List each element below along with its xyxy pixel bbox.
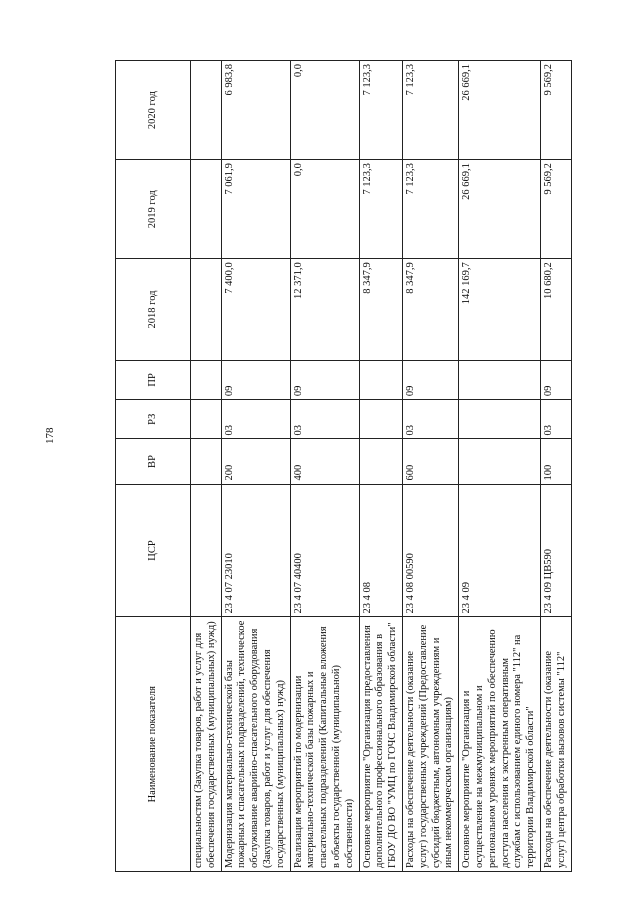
cell-2018: 12 371,0 <box>290 259 359 360</box>
table-row <box>459 61 541 872</box>
cell-2020: 9 569,2 <box>540 61 571 160</box>
cell-rz <box>359 400 402 439</box>
cell-rz: 03 <box>290 400 359 439</box>
table-row <box>191 61 222 872</box>
cell-pr: 09 <box>540 360 571 399</box>
cell-csr: 23 4 07 23010 <box>221 484 290 617</box>
header-rz: РЗ <box>116 400 191 439</box>
header-2019: 2019 год <box>116 160 191 259</box>
header-2020: 2020 год <box>116 61 191 160</box>
budget-table <box>115 60 572 872</box>
cell-pr: 09 <box>402 360 458 399</box>
table-row <box>402 61 458 872</box>
header-csr: ЦСР <box>116 484 191 617</box>
cell-csr: 23 4 09 <box>459 484 541 617</box>
cell-name: специальностям (Закупка товаров, работ и услуг для обеспечения государственных (муниципальных) нужд) <box>191 617 222 872</box>
cell-2018: 10 680,2 <box>540 259 571 360</box>
cell-name: Расходы на обеспечение деятельности (оказание услуг) центра обработки вызовов системы "112" <box>540 617 571 872</box>
table-row <box>221 61 290 872</box>
header-pr: ПР <box>116 360 191 399</box>
header-vr: ВР <box>116 439 191 484</box>
cell-2019: 9 569,2 <box>540 160 571 259</box>
cell-name: Модернизация материально-технической базы пожарных и спасательных подразделений, техническое обслуживание аварийно-спасательного оборудования (Закупка товаров, работ и услуг для обеспечения государственных (муниципальных) нужд) <box>221 617 290 872</box>
cell-name: Основное мероприятие "Организация и осуществление на межмуниципальном и региональном уровнях мероприятий по обеспечению доступа населения к экстренным оперативным службам с использованием единого номера "112" на территории Владимирской области" <box>459 617 541 872</box>
table-row <box>359 61 402 872</box>
cell-rz <box>191 400 222 439</box>
cell-vr: 100 <box>540 439 571 484</box>
cell-name: Основное мероприятие "Организация предоставления дополнительного профессионального образования в ГБОУ ДО ВО "УМЦ по ГОЧС Владимирской области" <box>359 617 402 872</box>
cell-rz: 03 <box>540 400 571 439</box>
table-row <box>290 61 359 872</box>
table-row <box>540 61 571 872</box>
cell-csr: 23 4 07 40400 <box>290 484 359 617</box>
cell-csr: 23 4 08 00590 <box>402 484 458 617</box>
cell-rz <box>459 400 541 439</box>
cell-2019 <box>191 160 222 259</box>
cell-vr: 400 <box>290 439 359 484</box>
cell-2018 <box>191 259 222 360</box>
cell-pr: 09 <box>290 360 359 399</box>
cell-vr <box>359 439 402 484</box>
cell-vr <box>191 439 222 484</box>
cell-2018: 8 347,9 <box>402 259 458 360</box>
cell-csr <box>191 484 222 617</box>
cell-name: Реализация мероприятий по модернизации материально-технической базы пожарных и спасательных подразделений (Капитальные вложения в объекты государственной (муниципальной) собственности) <box>290 617 359 872</box>
page-number: 178 <box>44 427 56 444</box>
header-2018: 2018 год <box>116 259 191 360</box>
cell-csr: 23 4 08 <box>359 484 402 617</box>
cell-2020 <box>191 61 222 160</box>
cell-2019: 0,0 <box>290 160 359 259</box>
cell-rz: 03 <box>221 400 290 439</box>
cell-csr: 23 4 09 ЦВ590 <box>540 484 571 617</box>
rotated-table-wrapper <box>115 60 572 872</box>
cell-2019: 7 061,9 <box>221 160 290 259</box>
cell-vr <box>459 439 541 484</box>
cell-rz: 03 <box>402 400 458 439</box>
cell-pr <box>459 360 541 399</box>
cell-2019: 7 123,3 <box>402 160 458 259</box>
cell-pr <box>359 360 402 399</box>
cell-vr: 200 <box>221 439 290 484</box>
cell-2018: 8 347,9 <box>359 259 402 360</box>
cell-2019: 7 123,3 <box>359 160 402 259</box>
cell-2020: 26 669,1 <box>459 61 541 160</box>
header-name: Наименование показателя <box>116 617 191 872</box>
cell-pr <box>191 360 222 399</box>
table-header-row <box>116 61 191 872</box>
cell-name: Расходы на обеспечение деятельности (оказание услуг) государственных учреждений (Предоставление субсидий бюджетным, автономным учреждениям и иным некоммерческим организациям) <box>402 617 458 872</box>
cell-2018: 142 169,7 <box>459 259 541 360</box>
cell-2020: 0,0 <box>290 61 359 160</box>
cell-vr: 600 <box>402 439 458 484</box>
cell-2018: 7 400,0 <box>221 259 290 360</box>
cell-2020: 7 123,3 <box>402 61 458 160</box>
cell-2019: 26 669,1 <box>459 160 541 259</box>
cell-2020: 6 983,8 <box>221 61 290 160</box>
cell-pr: 09 <box>221 360 290 399</box>
cell-2020: 7 123,3 <box>359 61 402 160</box>
